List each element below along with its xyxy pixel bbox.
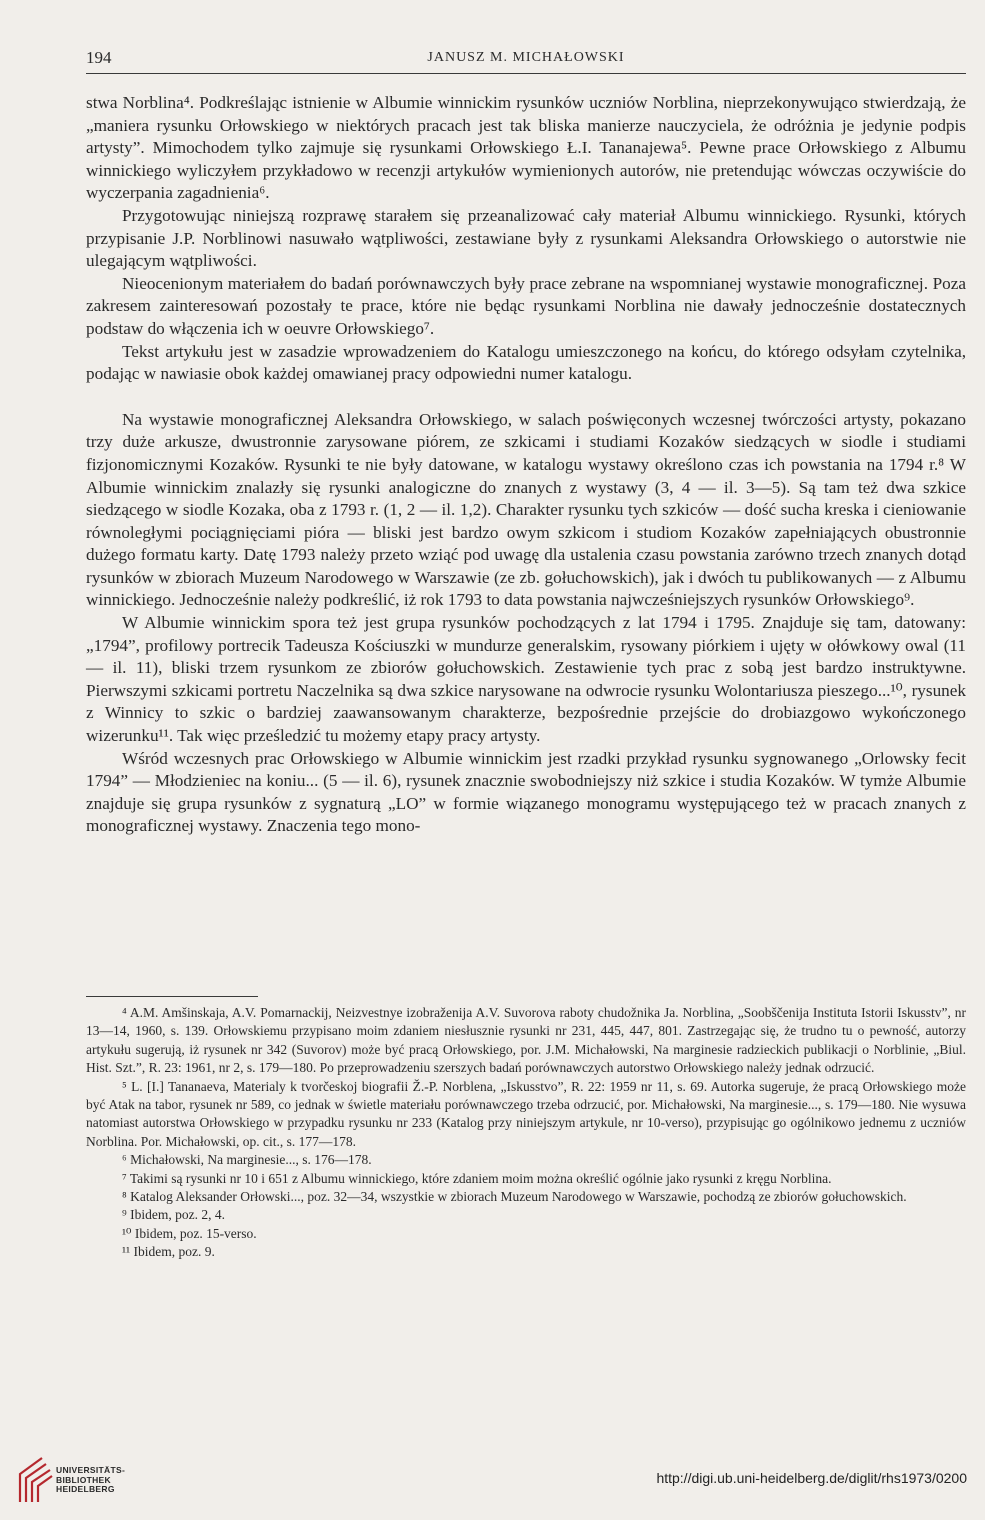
footnotes — [86, 1004, 966, 1262]
paragraph: Przygotowując niniejszą rozprawę starałem się przeanalizować cały materiał Albumu winnickiego. Rysunki, których przypisanie J.P. Norblinowi nasuwało wątpliwości, zestawiane były z rysunkami Aleksandra Orłowskiego o autorstwie nie ulegającym wątpliwości. — [86, 205, 966, 271]
header-rule — [86, 73, 966, 74]
footnote-rule — [86, 996, 258, 997]
source-url-link[interactable]: http://digi.ub.uni-heidelberg.de/diglit/rhs1973/0200 — [656, 1470, 967, 1486]
footnote: ⁷ Takimi są rysunki nr 10 i 651 z Albumu winnickiego, które zdaniem moim można określić ogólnie jako rysunki z kręgu Norblina. — [122, 1170, 832, 1186]
running-title: JANUSZ M. MICHAŁOWSKI — [427, 50, 625, 65]
library-name-line: BIBLIOTHEK — [56, 1474, 111, 1485]
body-text — [86, 92, 966, 838]
footnote: ¹⁰ Ibidem, poz. 15-verso. — [122, 1225, 257, 1241]
paragraph: stwa Norblina⁴. Podkreślając istnienie w Albumie winnickim rysunków uczniów Norblina, nieprzekonywująco stwierdzają, że „maniera rysunku Orłowskiego w niektórych pracach jest tak bliska manierze nauczyciela, że odróżnia je jedynie podpis artysty”. Mimochodem tylko zajmuje się rysunkami Orłowskiego Ł.I. Tananajewa⁵. Pewne prace Orłowskiego z Albumu winnickiego wyliczyłem przykładowo w recenzji artykułów wymienionych autorów, nie pretendując wówczas oczywiście do wyczerpania zagadnienia⁶. — [86, 93, 966, 203]
footnote: ⁹ Ibidem, poz. 2, 4. — [122, 1207, 225, 1223]
paragraph: Nieocenionym materiałem do badań porównawczych były prace zebrane na wspomnianej wystawie monograficznej. Poza zakresem zainteresowań pozostały te prace, które nie będąc rysunkami Norblina nie dawały jednocześnie dostatecznych podstaw do włączenia ich w oeuvre Orłowskiego⁷. — [86, 273, 966, 338]
footnote: ⁶ Michałowski, Na marginesie..., s. 176—178. — [122, 1152, 372, 1168]
library-name-line: UNIVERSITÄTS- — [56, 1465, 126, 1475]
paragraph: W Albumie winnickim spora też jest grupa rysunków pochodzących z lat 1794 i 1795. Znajduje się tam, datowany: „1794”, profilowy portrecik Tadeusza Kościuszki w mundurze generalskim, rysowany piórkiem i ujęty w ołówkowy owal (11 — il. 11), bliski trzem rysunkom ze zbiorów gołuchowskich. Zestawienie tych prac z sobą jest bardzo instruktywne. Pierwszymi szkicami portretu Naczelnika są dwa szkice narysowane na odwrocie rysunku Wolontariusza pieszego...¹⁰, rysunek z Winnicy to szkic o bardziej zaawansowanym charakterze, bezpośrednie przejście do drobiazgowo wykończonego wizerunku¹¹. Tak więc prześledzić tu możemy etapy pracy artysty. — [86, 613, 966, 746]
footnote: ⁴ A.M. Amšinskaja, A.V. Pomarnackij, Neizvestnye izobraženija A.V. Suvorova raboty chudožnika Ja. Norblina, „Soobščenija Instituta Istorii Iskusstv”, nr 13—14, 1960, s. 139. Orłowskiemu przypisano moim zdaniem niesłusznie rysunki nr 231, 445, 447, 801. Zastrzegając się, że trudno tu o pewność, autorzy artykułu sugerują, iż rysunek nr 342 (Suvorov) może być pracą Orłowskiego, por. J.M. Michałowski, Na marginesie radzieckich publikacji o Norblinie, „Biul. Hist. Szt.”, R. 23: 1961, nr 2, s. 179—180. Po przeprowadzeniu szerszych badań porównawczych autorstwo Orłowskiego należy jednak odrzucić. — [86, 1005, 966, 1076]
footnote: ⁸ Katalog Aleksander Orłowski..., poz. 32—34, wszystkie w zbiorach Muzeum Narodowego w Warszawie, pochodzą ze zbiorów gołuchowskich. — [122, 1189, 907, 1205]
footnote: ¹¹ Ibidem, poz. 9. — [122, 1244, 215, 1260]
library-name-line: HEIDELBERG — [56, 1484, 115, 1494]
library-name — [56, 1466, 125, 1495]
paragraph: Tekst artykułu jest w zasadzie wprowadzeniem do Katalogu umieszczonego na końcu, do którego odsyłam czytelnika, podając w nawiasie obok każdej omawianej pracy odpowiedni numer katalogu. — [86, 341, 966, 384]
paragraph: Wśród wczesnych prac Orłowskiego w Albumie winnickim jest rzadki przykład rysunku sygnowanego „Orlowsky fecit 1794” — Młodzieniec na koniu... (5 — il. 6), rysunek znacznie swobodniejszy niż szkice i studia Kozaków. W tymże Albumie znajduje się grupa rysunków z sygnaturą „LO” w formie wiązanego monogramu występującego też w pracach znanych z monograficznej wystawy. Znaczenia tego mono- — [86, 748, 966, 836]
page-number: 194 — [86, 48, 112, 67]
running-head — [86, 48, 966, 70]
footnote: ⁵ L. [I.] Tananaeva, Materialy k tvorčeskoj biografii Ž.-P. Norblena, „Iskusstvo”, R. 22: 1959 nr 11, s. 69. Autorka sugeruje, że pracą Orłowskiego może być Atak na tabor, rysunek nr 589, co jednak w świetle materiału porównawczego trzeba odrzucić, por. Michałowski, Na marginesie..., s. 179—180. Nie wysuwa natomiast autorstwa Orłowskiego w przypadku rysunku nr 233 (Katalog przy niniejszym artykule, nr 10-verso), przypisując go ogólnikowo jednemu z uczniów Norblina. Por. Michałowski, op. cit., s. 177—178. — [86, 1078, 966, 1149]
paragraph: Na wystawie monograficznej Aleksandra Orłowskiego, w salach poświęconych wczesnej twórczości artysty, pokazano trzy duże arkusze, dwustronnie zarysowane piórem, ze szkicami i studiami Kozaków siedzących w siodle i studiami fizjonomicznymi Kozaków. Rysunki te nie były datowane, w katalogu wystawy określono czas ich powstania na 1794 r.⁸ W Albumie winnickim znalazły się rysunki analogiczne do znanych z wystawy (3, 4 — il. 3—5). Są tam też dwa szkice siedzącego w siodle Kozaka, oba z 1793 r. (1, 2 — il. 1,2). Charakter rysunku tych szkiców — dość sucha kreska i cieniowanie równoległymi pociągnięciami pióra — bliski jest bardzo owym szkicom i studiom Kozaków zapełniających obustronnie dużego formatu karty. Datę 1793 należy przeto wziąć pod uwagę dla ustalenia czasu powstania zarówno trzech znanych dotąd rysunków w zbiorach Muzeum Narodowego w Warszawie (ze zb. gołuchowskich), jak i dwóch tu publikowanych — z Albumu winnickiego. Jednocześnie należy podkreślić, iż rok 1793 to data powstania najwcześniejszych rysunków Orłowskiego⁹. — [86, 409, 966, 610]
